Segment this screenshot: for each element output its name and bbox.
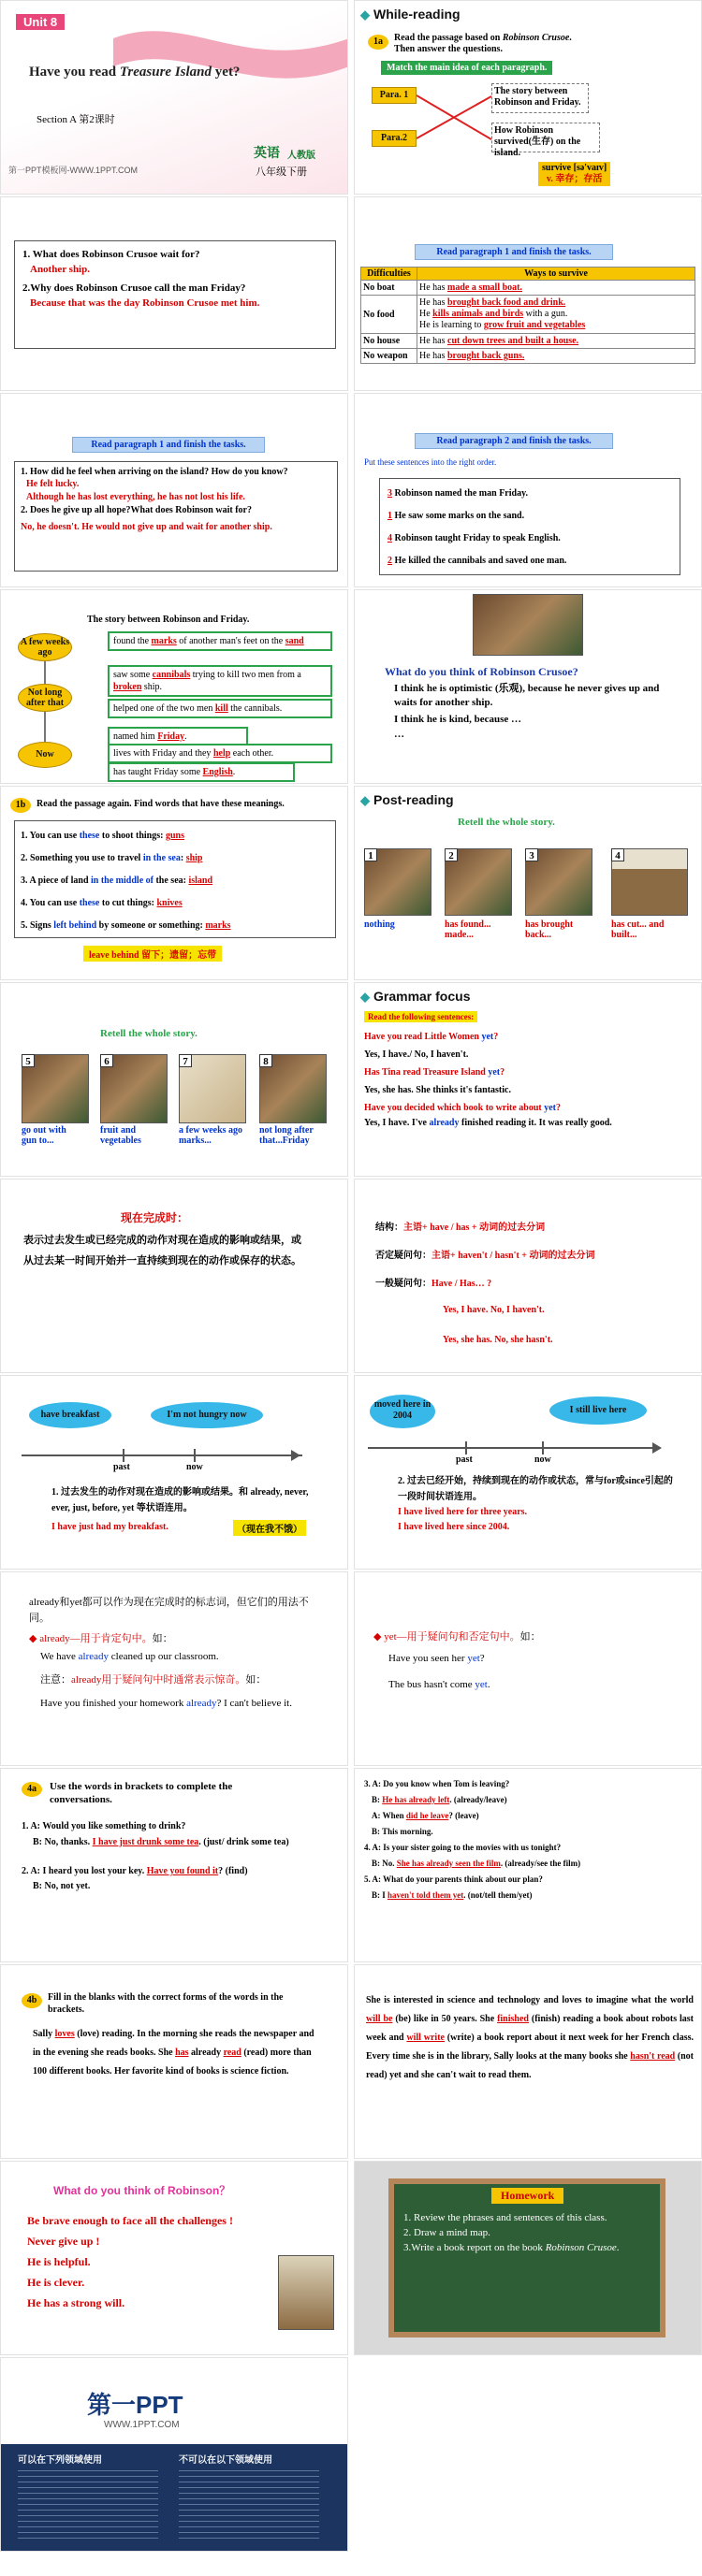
slide-19-exercise-4a <box>0 1768 348 1962</box>
story-number: 8 <box>259 1054 272 1067</box>
order-list <box>379 478 680 575</box>
note-box: leave behind 留下；遗留；忘带 <box>83 946 222 962</box>
example-2: Have you finished your homework already? I can't believe it. <box>40 1698 292 1709</box>
col-header-difficulties: Difficulties <box>361 268 417 281</box>
homework-item: 1. Review the phrases and sentences of this class. <box>403 2212 607 2223</box>
question-1: 1. A: Would you like something to drink? <box>22 1821 186 1831</box>
slide-13-definition <box>0 1179 348 1373</box>
usage-text: 2. 过去已经开始，持续到现在的动作或状态，常与for或since引起的一段时间状语连用。 <box>398 1476 673 1502</box>
slide-25-end <box>0 2357 348 2552</box>
allowed-heading: 可以在下列领域使用 <box>18 2455 102 2466</box>
story-caption: nothing <box>364 919 395 930</box>
question-1: 1. What does Robinson Crusoe wait for? <box>22 249 200 260</box>
table-row: No weapon He has brought back guns. <box>361 349 695 364</box>
definition-head: 现在完成时： <box>121 1211 189 1224</box>
answer-2: I think he is kind, because … <box>394 714 522 725</box>
instruction: Put these sentences into the right order. <box>364 457 497 467</box>
unit-badge: Unit 8 <box>16 14 65 30</box>
story-number: 1 <box>364 848 377 861</box>
diamond-icon: ◆ <box>360 793 370 807</box>
diamond-icon: ◆ <box>360 7 370 22</box>
slide-9-words <box>0 786 348 980</box>
timeline-oval-3: Now <box>18 742 72 768</box>
slide-title: Have you read Treasure Island yet? <box>29 65 241 80</box>
option-2: How Robinson survived(生存) on the island. <box>491 123 600 152</box>
story-number: 3 <box>525 848 538 861</box>
sentence: Yes, she has. She thinks it's fantastic. <box>364 1085 511 1095</box>
diamond-icon: ◆ <box>360 990 370 1004</box>
story-number: 5 <box>22 1054 35 1067</box>
list-item: 2 He killed the cannibals and saved one man. <box>388 556 567 566</box>
opinion: Be brave enough to face all the challenges ! <box>27 2214 233 2227</box>
matching-lines <box>417 87 491 152</box>
answer-1b: Although he has lost everything, he has not lost his life. <box>26 492 245 502</box>
opinion: Never give up ! <box>27 2235 100 2248</box>
exercise-list <box>364 1776 697 1903</box>
question-2: 2. Does he give up all hope?What does Robinson wait for? <box>21 505 252 515</box>
passage: She is interested in science and technology and loves to imagine what the world will be (be) like in 50 years. She finished (finish) reading a book about robots last week and will write (write) a book report about it next week for her French class. Every time she is in the library, Sally looks at the many books she hasn't read (not read) yet and she can't wait to read them. <box>366 1995 695 2080</box>
story-number: 6 <box>100 1054 113 1067</box>
usage-text: 1. 过去发生的动作对现在造成的影响或结果。和 already, never, ever, just, before, yet 等状语连用。 <box>51 1487 309 1513</box>
example-1: Have you seen her yet? <box>388 1653 485 1664</box>
answer-5: B: I haven't told them yet. (not/tell them/yet) <box>372 1890 533 1900</box>
rule-already: ◆ already—用于肯定句中。如： <box>29 1633 173 1644</box>
example: I have just had my breakfast. <box>51 1522 168 1532</box>
intro-text: already和yet都可以作为现在完成时的标志词，但它们的用法不同。 <box>29 1597 309 1624</box>
task-bar: Read paragraph 1 and finish the tasks. <box>72 437 265 453</box>
instruction: Fill in the blanks with the correct forms of the words in the brackets. <box>48 1992 284 2015</box>
slide-23-opinion <box>0 2161 348 2355</box>
para-1-tag: Para. 1 <box>372 87 417 104</box>
story-caption: has cut... and built... <box>611 919 665 940</box>
footer-text: 第一PPT模板网-WWW.1PPT.COM <box>8 166 138 175</box>
question: What do you think of Robinson？ <box>53 2184 231 2197</box>
list-item: 3 Robinson named the man Friday. <box>388 488 529 499</box>
connector <box>44 712 46 742</box>
story-number: 2 <box>445 848 458 861</box>
homework-item: 2. Draw a mind map. <box>403 2227 490 2238</box>
disallowed-heading: 不可以在以下领域使用 <box>179 2455 272 2466</box>
example-1: We have already cleaned up our classroom. <box>40 1651 219 1662</box>
timeline-oval-1: A few weeks ago <box>18 633 72 661</box>
task-badge: 1b <box>10 798 31 813</box>
story-caption: has brought back... <box>525 919 574 940</box>
note: 注意：already用于疑问句中时通常表示惊奇。如： <box>40 1674 267 1686</box>
section-heading: ◆ While-reading <box>360 7 461 22</box>
slide-3-questions <box>0 196 348 391</box>
past-label: past <box>456 1454 473 1465</box>
question-3b: A: When did he leave? (leave) <box>372 1811 479 1820</box>
answer-3: B: He has already left. (already/leave) <box>372 1795 507 1804</box>
list-item: 1 He saw some marks on the sand. <box>388 511 525 521</box>
answer-1: Yes, I have. No, I haven't. <box>443 1305 545 1315</box>
question-3: 3. A: Do you know when Tom is leaving? <box>364 1779 510 1788</box>
answer-2: B: No, not yet. <box>33 1881 91 1891</box>
timeline <box>22 1454 302 1456</box>
sentence: Have you decided which book to write about yet? <box>364 1103 562 1113</box>
tick <box>465 1441 467 1454</box>
answer-3b: B: This morning. <box>372 1827 433 1836</box>
story-number: 4 <box>611 848 624 861</box>
task-badge: 4b <box>22 1993 42 2008</box>
instruction: Read the passage again. Find words that have these meanings. <box>37 799 285 809</box>
past-label: past <box>113 1462 130 1472</box>
event-box: saw some cannibals trying to kill two men from a broken ship. <box>108 665 332 697</box>
col-header-ways: Ways to survive <box>417 268 695 281</box>
option-1: The story between Robinson and Friday. <box>491 83 589 113</box>
rule-yet: ◆ yet—用于疑问句和否定句中。如： <box>373 1631 541 1643</box>
slide-16-usage-2 <box>354 1375 702 1570</box>
story-caption: go out with gun to... <box>22 1125 66 1146</box>
slide-22-exercise-4b-cont <box>354 1964 702 2159</box>
definition-body: 表示过去发生或已经完成的动作对现在造成的影响或结果，或从过去某一时间开始并一直持续到现在的动作或保存的状态。 <box>23 1235 301 1266</box>
slide-12-grammar <box>354 982 702 1177</box>
example-2: The bus hasn't come yet. <box>388 1679 490 1690</box>
logo: 第一PPT <box>87 2391 183 2419</box>
slide-5-paragraph1 <box>0 393 348 587</box>
retell-title: Retell the whole story. <box>100 1028 197 1039</box>
speech-bubble-past: have breakfast <box>29 1402 111 1428</box>
site-url: WWW.1PPT.COM <box>104 2420 180 2430</box>
slide-21-exercise-4b <box>0 1964 348 2159</box>
speech-bubble-now: I'm not hungry now <box>151 1402 263 1428</box>
slide-10-post-reading <box>354 786 702 980</box>
list-item: 1. You can use these to shoot things: guns <box>21 831 184 841</box>
instruction: Read the following sentences: <box>364 1011 477 1022</box>
question: What do you think of Robinson Crusoe? <box>385 665 578 678</box>
question-4: 4. A: Is your sister going to the movies with us tonight? <box>364 1843 562 1852</box>
slide-1-title <box>0 0 348 195</box>
slide-2-while-reading <box>354 0 702 195</box>
now-label: now <box>186 1462 203 1472</box>
question-5: 5. A: What do your parents think about our plan? <box>364 1874 543 1884</box>
question-1: 1. How did he feel when arriving on the island? How do you know? <box>21 467 288 477</box>
story-caption: fruit and vegetables <box>100 1125 141 1146</box>
tick <box>542 1441 544 1454</box>
list-item: 3. A piece of land in the middle of the sea: island <box>21 876 213 886</box>
example-2: I have lived here since 2004. <box>398 1522 510 1532</box>
question-rule: 一般疑问句：Have / Has… ? <box>375 1279 492 1289</box>
chalkboard <box>388 2178 665 2337</box>
story-number: 7 <box>179 1054 192 1067</box>
homework-title: Homework <box>491 2188 563 2204</box>
section-label: Section A 第2课时 <box>37 114 115 125</box>
example-1: I have lived here for three years. <box>398 1507 528 1517</box>
story-title: The story between Robinson and Friday. <box>87 615 250 625</box>
robinson-photo <box>473 594 583 656</box>
slide-17-already <box>0 1571 348 1766</box>
speech-bubble-past: moved here in 2004 <box>370 1395 435 1428</box>
homework-item: 3.Write a book report on the book Robinson Crusoe. <box>403 2242 620 2253</box>
now-label: now <box>534 1454 551 1465</box>
opinion: He has a strong will. <box>27 2296 125 2309</box>
event-box: helped one of the two men kill the cannibals. <box>108 699 332 718</box>
answer-1: Another ship. <box>30 264 90 275</box>
list-item: 2. Something you use to travel in the sea: ship <box>21 853 203 863</box>
slide-4-table <box>354 196 702 391</box>
event-box: lives with Friday and they help each other. <box>108 744 332 763</box>
slide-11-retell <box>0 982 348 1177</box>
table-row: No boat He has made a small boat. <box>361 281 695 296</box>
sentence: Yes, I have. I've already finished reading it. It was really good. <box>364 1118 612 1128</box>
note-tag: （现在我不饿） <box>233 1520 306 1536</box>
answer-1: B: No, thanks. I have just drunk some tea. (just/ drink some tea) <box>33 1837 289 1847</box>
answer-4: B: No. She has already seen the film. (already/see the film) <box>372 1859 581 1868</box>
section-heading: ◆ Post-reading <box>360 792 454 807</box>
grade: 八年级下册 <box>256 166 307 178</box>
instruction: Read the passage based on Robinson Crusoe. Then answer the questions. <box>394 33 572 54</box>
book-cover <box>278 2255 334 2330</box>
slide-18-yet <box>354 1571 702 1766</box>
list-item: 5. Signs left behind by someone or something: marks <box>21 920 231 931</box>
slide-15-usage-1 <box>0 1375 348 1570</box>
survival-table <box>360 267 695 364</box>
homework-list <box>403 2210 654 2255</box>
qa-box <box>14 240 336 349</box>
story-caption: a few weeks ago marks... <box>179 1125 243 1146</box>
event-box: has taught Friday some English. <box>108 762 295 782</box>
slide-6-order <box>354 393 702 587</box>
section-heading: ◆ Grammar focus <box>360 989 471 1004</box>
question-2: 2. A: I heard you lost your key. Have you found it? (find) <box>22 1866 248 1876</box>
task-bar: Read paragraph 1 and finish the tasks. <box>415 244 613 260</box>
slide-24-homework <box>354 2161 702 2355</box>
vocab-box: survive [sə'vaɪv] v. 幸存；存活 <box>538 162 610 186</box>
tick <box>123 1449 124 1462</box>
para-2-tag: Para.2 <box>372 130 417 147</box>
passage: Sally loves (love) reading. In the morning she reads the newspaper and in the evening she reads books. She has already read (read) more than 100 different books. Her favorite kind of books is science fiction. <box>33 2029 314 2077</box>
slide-20-exercise-4a-cont <box>354 1768 702 1962</box>
answer-1a: He felt lucky. <box>26 479 80 489</box>
event-box: found the marks of another man's feet on the sand <box>108 631 332 651</box>
connector <box>44 661 46 684</box>
retell-title: Retell the whole story. <box>458 817 555 828</box>
structure-rule: 结构：主语+ have / has + 动词的过去分词 <box>375 1223 546 1233</box>
task-badge: 4a <box>22 1782 42 1797</box>
task-badge: 1a <box>368 35 388 50</box>
answer-3: … <box>394 729 404 740</box>
slide-14-structure <box>354 1179 702 1373</box>
story-caption: not long after that...Friday <box>259 1125 314 1146</box>
qa-box <box>14 461 338 572</box>
example-sentences <box>364 1028 692 1130</box>
answer-2: Yes, she has. No, she hasn't. <box>443 1335 553 1345</box>
word-list <box>14 820 336 938</box>
answer-1: I think he is optimistic (乐观), because he never gives up and waits for another ship. <box>394 683 660 708</box>
edition: 人教版 <box>287 151 315 161</box>
list-item: 4. You can use these to cut things: knives <box>21 898 183 908</box>
sentence: Yes, I have./ No, I haven't. <box>364 1049 469 1060</box>
table-row: No food He has brought back food and drink. He kills animals and birds with a gun. He is learning to grow fruit and vegetables <box>361 296 695 334</box>
question-2: 2.Why does Robinson Crusoe call the man Friday? <box>22 282 246 294</box>
table-row: No house He has cut down trees and built a house. <box>361 334 695 349</box>
fine-print-left <box>18 2470 158 2541</box>
timeline <box>368 1447 658 1449</box>
arrow-right-icon <box>652 1442 662 1454</box>
list-item: 4 Robinson taught Friday to speak English. <box>388 533 561 543</box>
sentence: Have you read Little Women yet? <box>364 1032 499 1042</box>
subject: 英语 <box>254 147 280 161</box>
answer-2: Because that was the day Robinson Crusoe met him. <box>30 297 260 309</box>
slide-7-story <box>0 589 348 784</box>
timeline-oval-2: Not long after that <box>18 684 72 712</box>
slide-8-opinion <box>354 589 702 784</box>
task-banner: Match the main idea of each paragraph. <box>381 61 552 75</box>
opinion: He is helpful. <box>27 2255 91 2268</box>
tick <box>194 1449 196 1462</box>
speech-bubble-now: I still live here <box>549 1397 647 1425</box>
arrow-right-icon <box>291 1450 300 1461</box>
answer-2: No, he doesn't. He would not give up and wait for another ship. <box>21 522 272 532</box>
footer-band <box>1 2444 348 2552</box>
opinion: He is clever. <box>27 2276 85 2289</box>
fine-print-right <box>179 2470 319 2541</box>
event-box: named him Friday. <box>108 727 248 746</box>
story-caption: has found... made... <box>445 919 491 940</box>
negative-rule: 否定疑问句：主语+ haven't / hasn't + 动词的过去分词 <box>375 1251 595 1261</box>
instruction: Use the words in brackets to complete the conversations. <box>50 1781 233 1805</box>
sentence: Has Tina read Treasure Island yet? <box>364 1067 505 1078</box>
task-bar: Read paragraph 2 and finish the tasks. <box>415 433 613 449</box>
